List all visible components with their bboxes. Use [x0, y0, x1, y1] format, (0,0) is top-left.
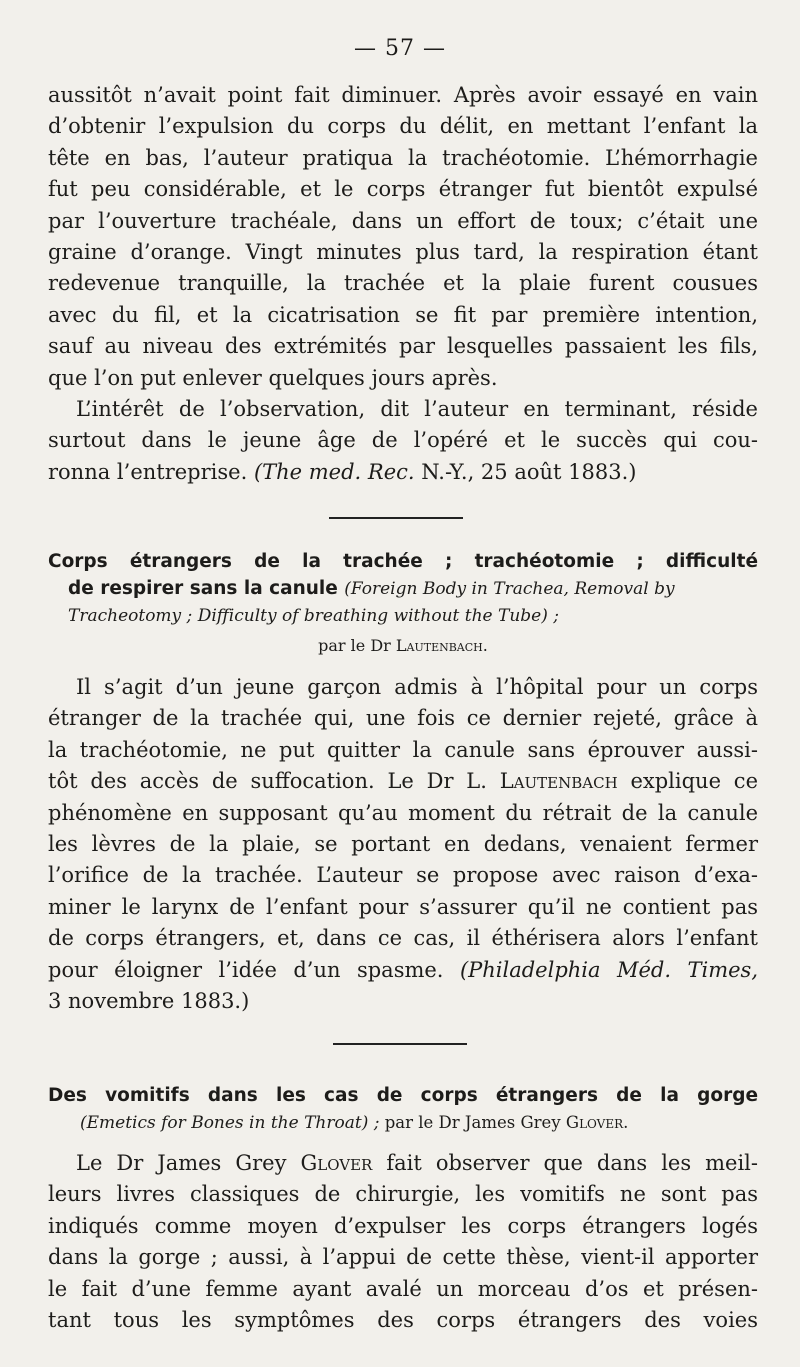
text-line: fut peu considérable, et le corps étranger fut bientôt expulsé: [48, 177, 758, 202]
text-line: étranger de la trachée qui, une fois ce dernier rejeté, grâce à: [48, 706, 758, 731]
byline-prefix: par le Dr: [318, 636, 396, 655]
text-line: dans la gorge ; aussi, à l’appui de cette thèse, vient-il apporter: [48, 1245, 758, 1270]
text-line: 3 novembre 1883.): [48, 989, 250, 1014]
paragraph-1: [48, 80, 758, 394]
text-line: tête en bas, l’auteur pratiqua la trachéotomie. L’hémorrhagie: [48, 145, 758, 170]
section-1-heading: [48, 548, 758, 655]
text-line: l’orifice de la trachée. L’auteur se propose avec raison d’exa-: [48, 863, 758, 888]
heading-english-title: (Foreign Body in Trachea, Removal by: [344, 579, 675, 599]
heading-line: [48, 548, 758, 575]
page-number: — 57 —: [354, 36, 446, 61]
text-line: [48, 766, 758, 797]
text-line: surtout dans le jeune âge de l’opéré et le succès qui cou-: [48, 428, 758, 453]
heading-title: Des vomitifs dans les cas de corps étrangers de la gorge: [48, 1085, 758, 1106]
section-divider: [333, 1043, 467, 1045]
text-run: fait observer que dans les meil-: [372, 1151, 758, 1175]
text-run: pour éloigner l’idée d’un spasme.: [48, 957, 460, 982]
text-line: d’obtenir l’expulsion du corps du délit, en mettant l’enfant la: [48, 114, 758, 139]
text-line: que l’on put enlever quelques jours après.: [48, 365, 498, 390]
text-line: de corps étrangers, et, dans ce cas, il éthérisera alors l’enfant: [48, 926, 758, 951]
text-line: [48, 955, 758, 986]
author-name: Lautenbach.: [395, 636, 488, 655]
text-line: sauf au niveau des extrémités par lesquelles passaient les fils,: [48, 334, 758, 359]
byline-prefix: par le Dr James Grey: [379, 1113, 566, 1132]
text-line: leurs livres classiques de chirurgie, les vomitifs ne sont pas: [48, 1182, 758, 1207]
heading-line: [48, 575, 758, 603]
text-line: graine d’orange. Vingt minutes plus tard, la respiration étant: [48, 240, 758, 265]
byline: [48, 636, 758, 655]
author-name: Glover: [300, 1151, 373, 1175]
citation-journal: (The med. Rec.: [253, 459, 415, 484]
author-name: Glover.: [565, 1113, 629, 1132]
text-line: les lèvres de la plaie, se portant en dedans, venaient fermer: [48, 832, 758, 857]
paragraph-3: [48, 672, 758, 1017]
section-2-heading: [48, 1082, 758, 1137]
text-line: indiqués comme moyen d’expulser les corps étrangers logés: [48, 1213, 758, 1238]
text-run: tôt des accès de suffocation. Le Dr L.: [48, 769, 500, 794]
author-name: Lautenbach: [499, 769, 618, 794]
text-line: aussitôt n’avait point fait diminuer. Après avoir essayé en vain: [48, 83, 758, 107]
text-run: Le Dr James Grey: [76, 1151, 301, 1175]
citation-journal: (Philadelphia Méd. Times,: [459, 957, 758, 982]
heading-title: Corps étrangers de la trachée ; trachéotomie ; difficulté: [48, 551, 758, 572]
paragraph-2: [48, 394, 758, 488]
text-line: redevenue tranquille, la trachée et la plaie furent cousues: [48, 271, 758, 296]
heading-english-title: (Emetics for Bones in the Throat) ;: [80, 1113, 380, 1133]
text-line: par l’ouverture trachéale, dans un effort de toux; c’était une: [48, 208, 758, 233]
text-line: miner le larynx de l’enfant pour s’assurer qu’il ne contient pas: [48, 894, 758, 919]
section-divider: [329, 517, 463, 519]
text-line: phénomène en supposant qu’au moment du rétrait de la canule: [48, 800, 758, 825]
text-run: ronna l’entreprise.: [48, 459, 254, 484]
text-line: avec du fil, et la cicatrisation se fit par première intention,: [48, 302, 758, 327]
paragraph-4: [48, 1148, 758, 1336]
heading-title: de respirer sans la canule: [68, 578, 345, 599]
text-line: L’intérêt de l’observation, dit l’auteur en terminant, réside: [76, 397, 758, 421]
text-line: Il s’agit d’un jeune garçon admis à l’hôpital pour un corps: [76, 675, 758, 699]
heading-line: [48, 1082, 758, 1109]
text-line: la trachéotomie, ne put quitter la canule sans éprouver aussi-: [48, 737, 758, 762]
heading-english-title: Tracheotomy ; Difficulty of breathing without the Tube) ;: [68, 606, 559, 626]
text-line: [48, 1148, 758, 1179]
text-line: tant tous les symptômes des corps étrangers des voies: [48, 1308, 758, 1333]
text-run: explique ce: [617, 769, 758, 794]
text-line: [48, 457, 758, 488]
text-line: le fait d’une femme ayant avalé un morceau d’os et présen-: [48, 1276, 758, 1301]
heading-line: [48, 1109, 758, 1137]
citation-detail: N.-Y., 25 août 1883.): [414, 459, 637, 484]
